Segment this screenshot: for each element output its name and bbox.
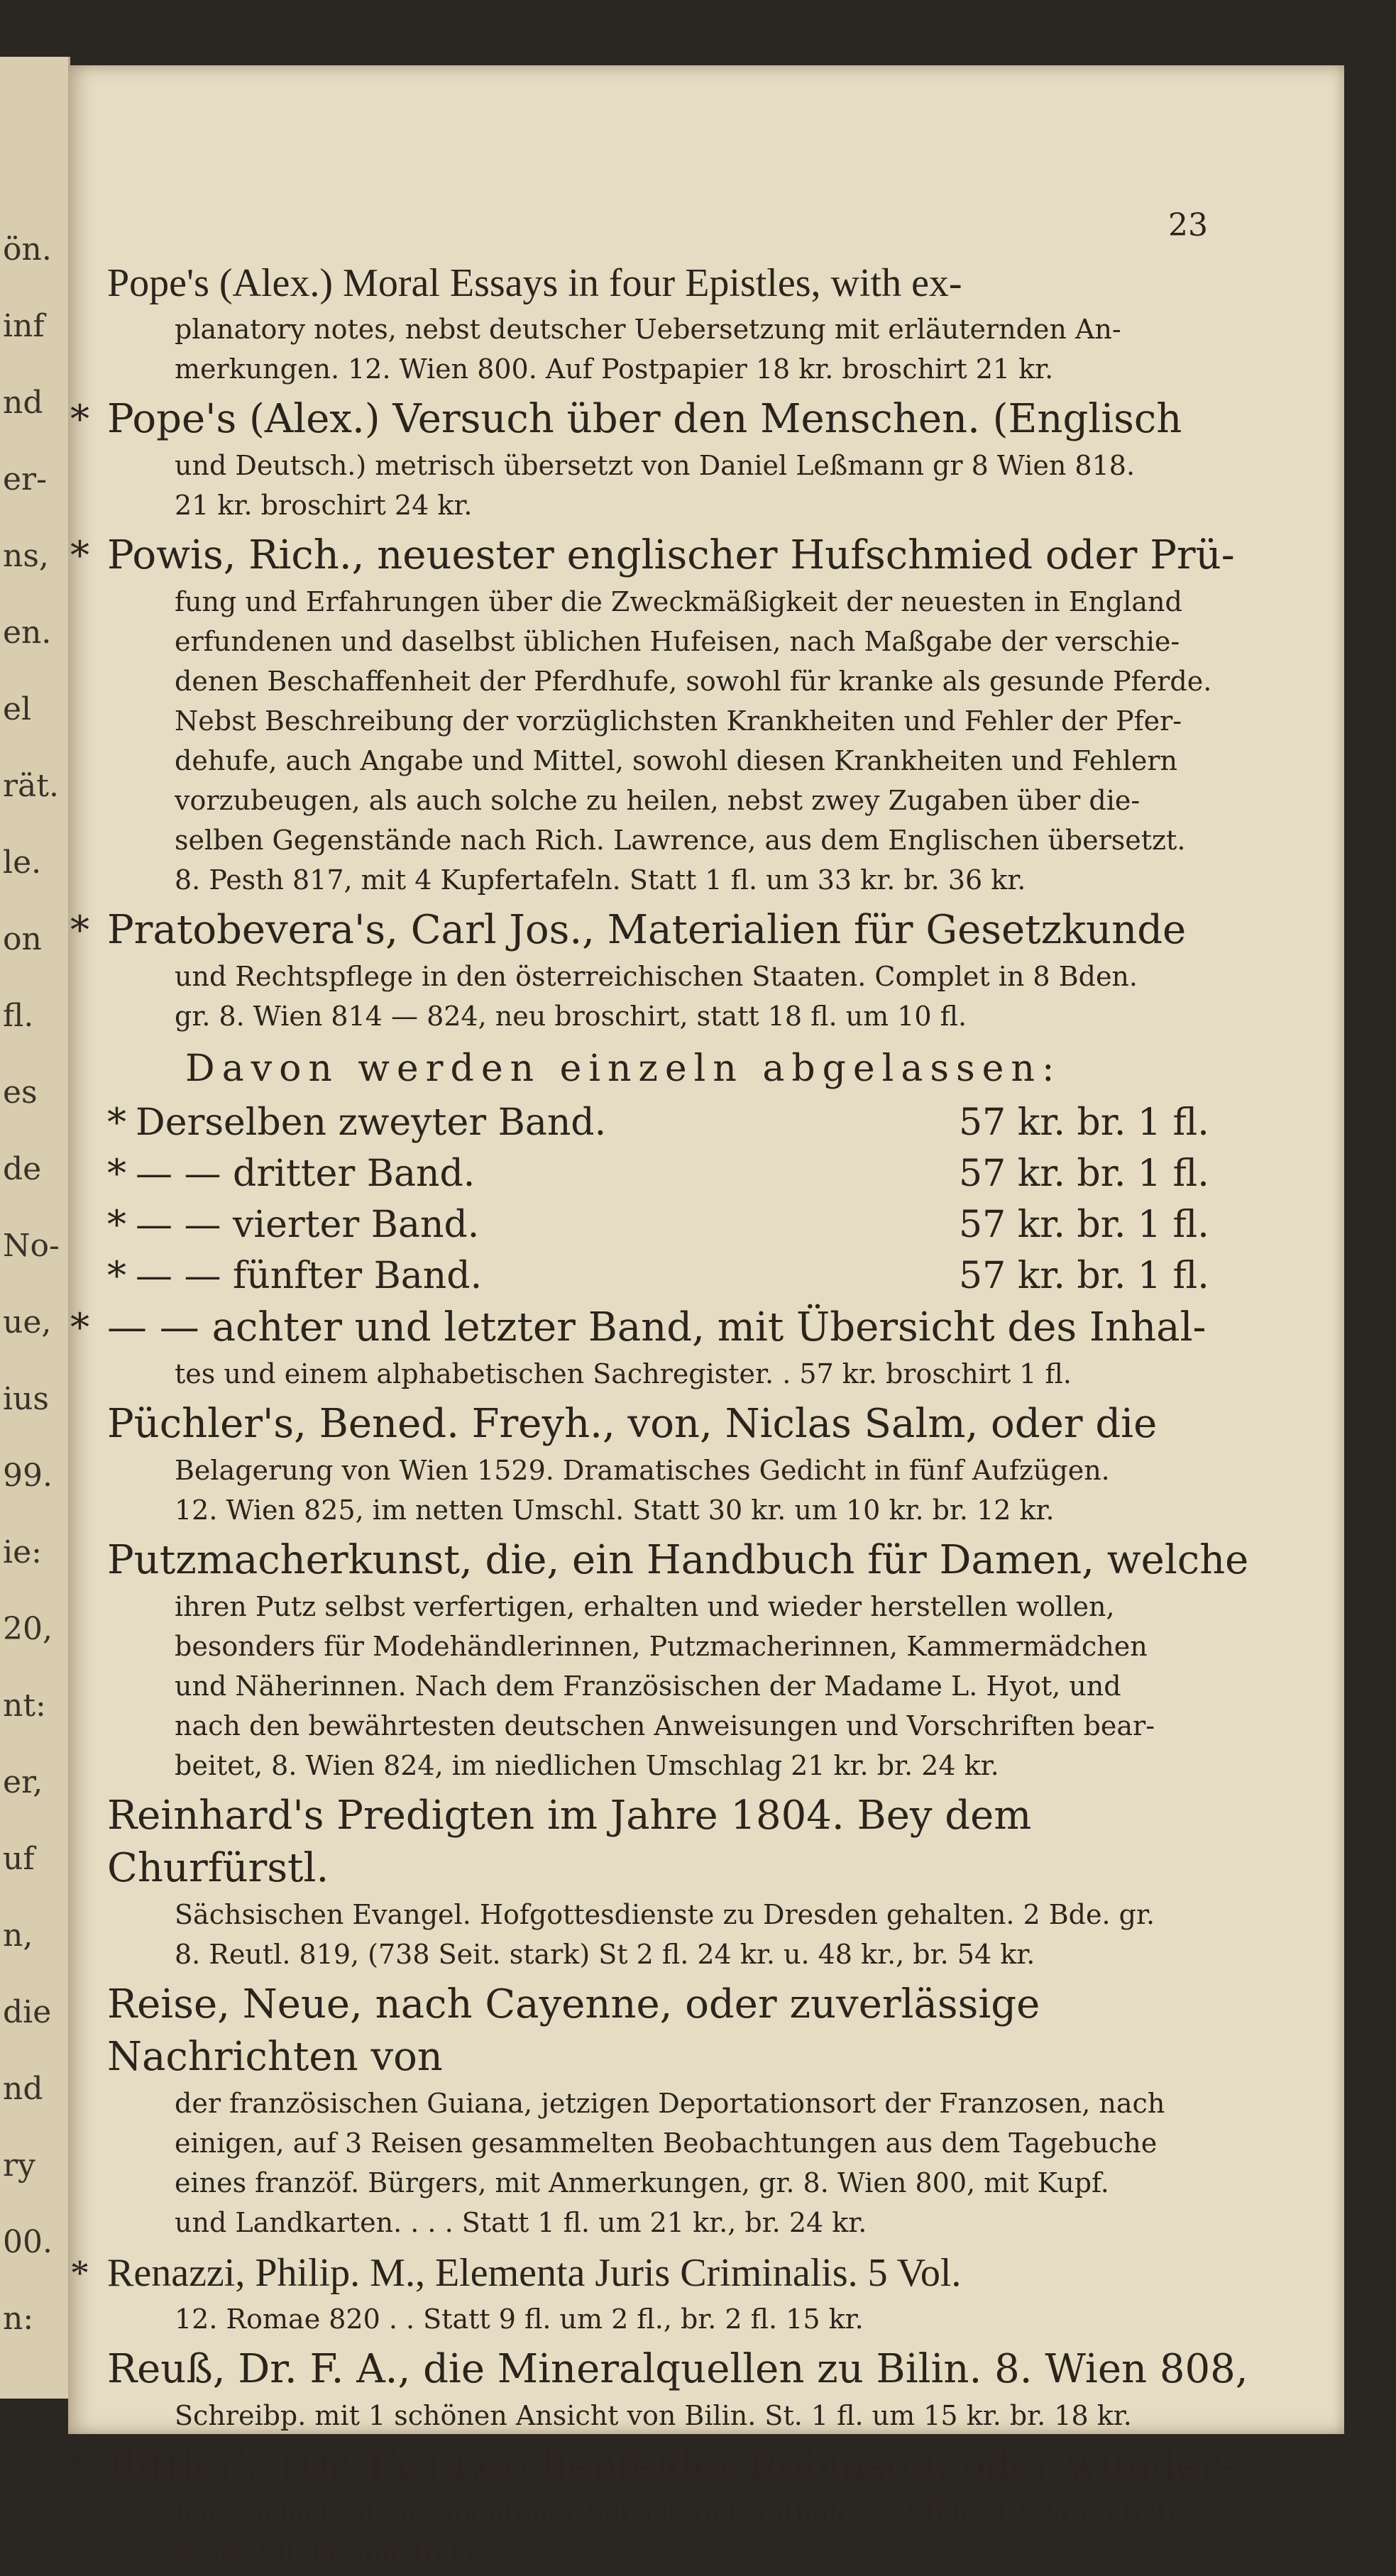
facing-page-fragment: el	[3, 691, 32, 727]
entry-line: merkungen. 12. Wien 800. Auf Postpapier 18 kr. broschirt 21 kr.	[175, 353, 1054, 385]
facing-page-fragment: uf	[3, 1841, 35, 1877]
entry-line: einigen, auf 3 Reisen gesammelten Beobachtungen aus dem Tagebuche	[175, 2128, 1158, 2159]
star-marker: *	[70, 1305, 89, 1350]
facing-page-fragment: en.	[3, 615, 52, 651]
volume-row	[107, 1097, 1257, 1148]
volume-price: 57 kr. br. 1 fl.	[959, 1101, 1209, 1144]
heading-text: — — achter und letzter Band, mit Übersicht des Inhal-	[107, 1304, 1207, 1350]
catalog-entry	[70, 393, 1257, 525]
entry-line: planatory notes, nebst deutscher Uebersetzung mit erläuternden An-	[175, 314, 1121, 345]
volume-title: — — fünfter Band.	[136, 1255, 483, 1297]
catalog-entry	[70, 2440, 1257, 2572]
entry-line: beitet, 8. Wien 824, im niedlichen Umschlag 21 kr. br. 24 kr.	[175, 1750, 999, 1781]
volume-title: — — dritter Band.	[136, 1152, 476, 1195]
entry-line: und Landkarten. . . . Statt 1 fl. um 21 kr., br. 24 kr.	[175, 2207, 867, 2238]
heading-text: Pope's (Alex.) Versuch über den Menschen. (Englisch	[107, 396, 1182, 442]
entry-heading	[70, 2440, 1257, 2492]
heading-text: Pope's (Alex.) Moral Essays in four Epistles, with ex-	[107, 261, 962, 305]
entry-line: der französischen Guiana, jetzigen Deportationsort der Franzosen, nach	[175, 2088, 1165, 2119]
facing-page-fragment: er,	[3, 1764, 43, 1800]
catalog-entry	[107, 2343, 1257, 2435]
facing-page-fragment: ns,	[3, 538, 49, 574]
entry-heading	[70, 904, 1257, 957]
catalog-entry	[107, 257, 1257, 389]
heading-text: Reuß, Dr. F. A., die Mineralquellen zu Bilin. 8. Wien 808,	[107, 2346, 1248, 2392]
entry-heading	[107, 257, 1257, 309]
facing-page-fragment: ius	[3, 1381, 49, 1417]
entry-heading	[107, 1790, 1257, 1895]
facing-page-fragment: 00.	[3, 2224, 53, 2260]
star-marker: *	[107, 1151, 126, 1196]
entry-line: gr. 8. Wien 814 — 824, neu broschirt, statt 18 fl. um 10 fl.	[175, 1001, 967, 1032]
entry-heading	[107, 1534, 1257, 1587]
facing-page-fragment: n,	[3, 1917, 33, 1954]
star-marker: *	[107, 1100, 126, 1145]
volume-price: 57 kr. br. 1 fl.	[959, 1152, 1209, 1195]
heading-text: Putzmacherkunst, die, ein Handbuch für Damen, welche	[107, 1537, 1249, 1583]
entry-line: fung und Erfahrungen über die Zweckmäßigkeit der neuesten in England	[175, 586, 1182, 617]
facing-page-fragment: 20,	[3, 1611, 53, 1647]
entry-line: 12. Romae 820 . . Statt 9 fl. um 2 fl., br. 2 fl. 15 kr.	[175, 2303, 864, 2335]
volume-row	[107, 1250, 1257, 1301]
entry-heading	[107, 1978, 1257, 2084]
facing-page-fragment: nd	[3, 385, 43, 421]
volume-price: 57 kr. br. 1 fl.	[959, 1204, 1209, 1246]
entry-line: bare Schicksale u. Abenteuer Sebastian Ganthöfers. 2 Bde. 12. Wien 826.	[175, 2497, 1184, 2528]
catalog-entry	[107, 1534, 1257, 1785]
catalog-entry	[70, 1301, 1257, 1394]
heading-text: Rittler's (Dr. Fr.) Lerchenfelder Robinson, oder wunder-	[107, 2443, 1233, 2489]
facing-page-fragment: fl.	[3, 998, 34, 1034]
entry-line: erfundenen und daselbst üblichen Hufeisen, nach Maßgabe der verschie-	[175, 626, 1180, 657]
catalog-entry	[70, 2247, 1257, 2339]
volume-row	[107, 1199, 1257, 1250]
book-page	[68, 65, 1344, 2567]
facing-page-fragment: le.	[3, 844, 42, 881]
heading-text: Reise, Neue, nach Cayenne, oder zuverlässige Nachrichten von	[107, 1981, 1040, 2080]
facing-page-fragment: No-	[3, 1228, 60, 1264]
heading-text: Renazzi, Philip. M., Elementa Juris Criminalis. 5 Vol.	[107, 2251, 962, 2295]
entry-line: 21 kr. broschirt 24 kr.	[175, 490, 473, 521]
star-marker: *	[70, 397, 89, 441]
volume-list	[107, 1097, 1257, 1301]
star-marker: *	[70, 908, 89, 952]
facing-page-fragment: die	[3, 1994, 52, 2030]
star-marker: *	[107, 1253, 126, 1298]
catalog-entry	[70, 529, 1257, 900]
entry-line: Belagerung von Wien 1529. Dramatisches Gedicht in fünf Aufzügen.	[175, 1455, 1110, 1486]
volume-row	[107, 1148, 1257, 1199]
star-marker: *	[70, 533, 89, 578]
entry-line: besonders für Modehändlerinnen, Putzmacherinnen, Kammermädchen	[175, 1631, 1148, 1662]
facing-page-fragment: es	[3, 1074, 38, 1111]
facing-page-fragment: de	[3, 1151, 42, 1187]
entry-line: denen Beschaffenheit der Pferdhufe, sowohl für kranke als gesunde Pferde.	[175, 666, 1212, 697]
entry-heading	[107, 1398, 1257, 1451]
catalog-content	[70, 257, 1257, 2576]
entry-line: eines franzöf. Bürgers, mit Anmerkungen, gr. 8. Wien 800, mit Kupf.	[175, 2167, 1109, 2198]
facing-page-fragment: rät.	[3, 768, 59, 804]
catalog-entry	[107, 1398, 1257, 1530]
entry-line: selben Gegenstände nach Rich. Lawrence, aus dem Englischen übersetzt.	[175, 825, 1186, 856]
entry-line: tes und einem alphabetischen Sachregister. . 57 kr. broschirt 1 fl.	[175, 1358, 1072, 1389]
entry-line: ihren Putz selbst verfertigen, erhalten und wieder herstellen wollen,	[175, 1591, 1115, 1622]
davon-heading: Davon werden einzeln abgelassen:	[185, 1047, 1062, 1090]
entry-line: Statt 2 fl. br. um 48 kr.	[175, 2536, 485, 2567]
facing-page-fragment: er-	[3, 461, 47, 497]
facing-page-edge	[0, 57, 70, 2399]
entries-group-2	[70, 1301, 1257, 2572]
catalog-entry	[107, 1790, 1257, 1974]
page-number: 23	[1168, 207, 1208, 243]
entries-group-1	[70, 257, 1257, 1036]
star-marker: *	[107, 1202, 126, 1247]
facing-page-fragment: on	[3, 921, 42, 957]
heading-text: Pratobevera's, Carl Jos., Materialien für Gesetzkunde	[107, 907, 1187, 953]
entry-line: und Deutsch.) metrisch übersetzt von Daniel Leßmann gr 8 Wien 818.	[175, 450, 1136, 481]
entry-line: und Näherinnen. Nach dem Französischen der Madame L. Hyot, und	[175, 1670, 1121, 1702]
facing-page-fragment: inf	[3, 308, 45, 344]
heading-text: Püchler's, Bened. Freyh., von, Niclas Salm, oder die	[107, 1401, 1158, 1447]
catalog-entry	[70, 904, 1257, 1036]
entry-heading	[70, 529, 1257, 582]
entry-line: Schreibp. mit 1 schönen Ansicht von Bilin. St. 1 fl. um 15 kr. br. 18 kr.	[175, 2400, 1132, 2431]
facing-page-fragment: 99.	[3, 1458, 53, 1494]
entry-line: und Rechtspflege in den österreichischen Staaten. Complet in 8 Bden.	[175, 961, 1138, 992]
entry-heading	[70, 2247, 1257, 2299]
star-marker: *	[70, 2252, 89, 2294]
facing-page-fragment: ry	[3, 2147, 35, 2184]
facing-page-fragment: ie:	[3, 1534, 42, 1570]
volume-title: Derselben zweyter Band.	[136, 1101, 607, 1144]
entry-line: nach den bewährtesten deutschen Anweisungen und Vorschriften bear-	[175, 1710, 1155, 1741]
entry-heading	[107, 2343, 1257, 2396]
entry-line: vorzubeugen, als auch solche zu heilen, nebst zwey Zugaben über die-	[175, 785, 1141, 816]
entry-heading	[70, 393, 1257, 446]
entry-line: 12. Wien 825, im netten Umschl. Statt 30 kr. um 10 kr. br. 12 kr.	[175, 1495, 1055, 1526]
entry-line: 8. Reutl. 819, (738 Seit. stark) St 2 fl. 24 kr. u. 48 kr., br. 54 kr.	[175, 1939, 1035, 1970]
entry-line: 8. Pesth 817, mit 4 Kupfertafeln. Statt 1 fl. um 33 kr. br. 36 kr.	[175, 864, 1026, 896]
heading-text: Powis, Rich., neuester englischer Hufschmied oder Prü-	[107, 532, 1235, 578]
entry-line: Nebst Beschreibung der vorzüglichsten Krankheiten und Fehler der Pfer-	[175, 705, 1182, 737]
volume-price: 57 kr. br. 1 fl.	[959, 1255, 1209, 1297]
entry-line: Sächsischen Evangel. Hofgottesdienste zu Dresden gehalten. 2 Bde. gr.	[175, 1899, 1155, 1930]
entry-line: dehufe, auch Angabe und Mittel, sowohl diesen Krankheiten und Fehlern	[175, 745, 1177, 776]
facing-page-fragment: ue,	[3, 1304, 52, 1341]
catalog-entry	[107, 1978, 1257, 2242]
facing-page-fragment: nd	[3, 2071, 43, 2107]
volume-title: — — vierter Band.	[136, 1204, 480, 1246]
star-marker: *	[70, 2443, 89, 2488]
entry-heading	[70, 1301, 1257, 1354]
facing-page-fragment: n:	[3, 2301, 34, 2337]
facing-page-fragment: nt:	[3, 1688, 46, 1724]
heading-text: Reinhard's Predigten im Jahre 1804. Bey dem Churfürstl.	[107, 1793, 1032, 1891]
facing-page-fragment: ön.	[3, 231, 52, 268]
